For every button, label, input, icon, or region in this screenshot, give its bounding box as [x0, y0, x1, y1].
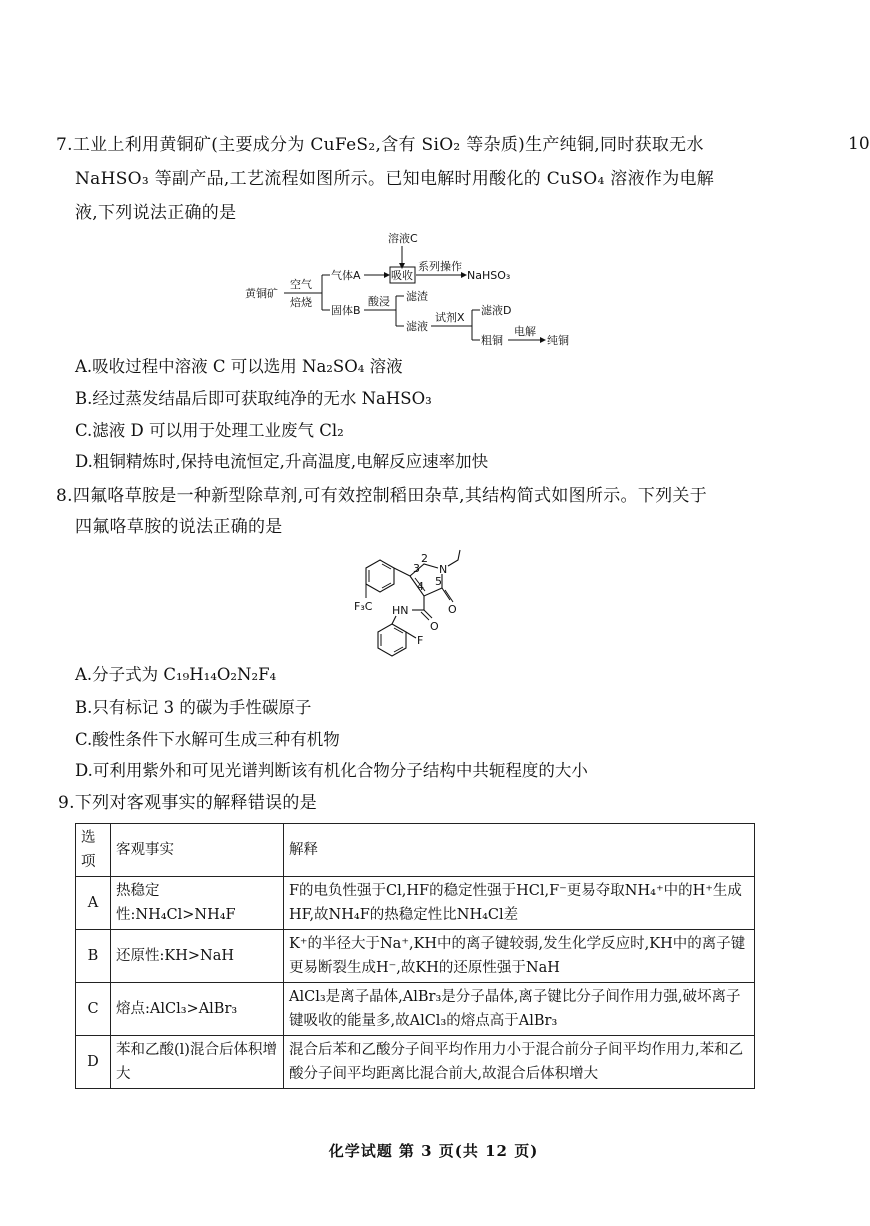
label-o-amide: O: [430, 620, 439, 633]
flow-ore: 黄铜矿: [245, 287, 278, 300]
flow-pure-cu: 纯铜: [547, 334, 569, 347]
q8-option-c: C.酸性条件下水解可生成三种有机物: [75, 730, 340, 749]
ring-bottom-double-3: [394, 647, 403, 652]
table-row: [76, 983, 755, 1036]
bond-aryl-f: [406, 632, 416, 638]
benzene-ring-bottom: [378, 624, 406, 656]
row-explanation: K⁺的半径大于Na⁺,KH中的离子键较弱,发生化学反应时,KH中的离子键更易断裂生成H⁻,故KH的还原性强于NaH: [284, 930, 755, 983]
bond-n-aryl: [392, 616, 396, 624]
table-row: [76, 877, 755, 930]
label-c4: 4: [417, 580, 424, 593]
row-fact: 苯和乙酸(l)混合后体积增大: [111, 1036, 284, 1089]
label-f: F: [417, 634, 424, 647]
q7-option-c: C.滤液 D 可以用于处理工业废气 Cl₂: [75, 421, 344, 440]
flow-acid-leach: 酸浸: [368, 295, 390, 308]
q9-table-header: [76, 824, 755, 877]
ring-bottom-double-2: [394, 628, 403, 633]
row-fact: 还原性:KH>NaH: [111, 930, 284, 983]
flow-roast: 焙烧: [290, 296, 312, 309]
q8-stem-line-2: 四氟咯草胺的说法正确的是: [75, 517, 283, 537]
q7-option-d: D.粗铜精炼时,保持电流恒定,升高温度,电解反应速率加快: [75, 452, 489, 471]
flow-series-ops: 系列操作: [418, 260, 462, 273]
label-c2: 2: [421, 552, 428, 565]
row-option: A: [76, 877, 111, 930]
row-option: D: [76, 1036, 111, 1089]
flow-reagent-x: 试剂X: [435, 311, 465, 324]
flow-crude-cu: 粗铜: [481, 334, 503, 347]
q7-stem-line-3: 液,下列说法正确的是: [75, 203, 237, 223]
header-option: 选项: [76, 824, 111, 877]
process-flow-diagram: [240, 228, 580, 350]
q7-option-a: A.吸收过程中溶液 C 可以选用 Na₂SO₄ 溶液: [75, 357, 403, 376]
label-c3: 3: [413, 562, 420, 575]
flow-nahso3: NaHSO₃: [467, 269, 511, 282]
row-fact: 熔点:AlCl₃>AlBr₃: [111, 983, 284, 1036]
label-n-ring: N: [439, 563, 448, 576]
row-explanation: AlCl₃是离子晶体,AlBr₃是分子晶体,离子键比分子间作用力强,破坏离子键吸收的能量多,故AlCl₃的熔点高于AlBr₃: [284, 983, 755, 1036]
label-o-ketone: O: [448, 603, 457, 616]
flow-residue: 滤渣: [406, 290, 428, 303]
header-fact: 客观事实: [111, 824, 284, 877]
flow-gas-a: 气体A: [331, 269, 361, 282]
label-cf3: F₃C: [354, 600, 373, 613]
q8-option-b: B.只有标记 3 的碳为手性碳原子: [75, 698, 312, 717]
row-fact: 热稳定性:NH₄Cl>NH₄F: [111, 877, 284, 930]
header-explanation: 解释: [284, 824, 755, 877]
table-row: [76, 1036, 755, 1089]
q7-stem-line-1: 7.工业上利用黄铜矿(主要成分为 CuFeS₂,含有 SiO₂ 等杂质)生产纯铜,同时获取无水: [56, 135, 704, 155]
table-row: [76, 930, 755, 983]
bond-c5-o-double: [445, 590, 453, 602]
benzene-ring-top: [366, 560, 394, 592]
bond-c5-o: [442, 588, 450, 600]
bond-n-methyl: [448, 550, 460, 566]
page-edge-number: 10: [848, 134, 870, 154]
q9-stem: 9.下列对客观事实的解释错误的是: [58, 793, 318, 813]
flow-electrolysis: 电解: [514, 325, 536, 338]
label-c5: 5: [435, 575, 442, 588]
label-nh: HN: [392, 604, 409, 617]
q8-option-a: A.分子式为 C₁₉H₁₄O₂N₂F₄: [75, 665, 277, 684]
flow-filtrate: 滤液: [406, 320, 428, 333]
q7-stem-line-2: NaHSO₃ 等副产品,工艺流程如图所示。已知电解时用酸化的 CuSO₄ 溶液作为电解: [75, 169, 715, 189]
row-option: B: [76, 930, 111, 983]
bond-aryl-c3: [394, 568, 410, 576]
molecule-structure: [350, 538, 485, 663]
q8-stem-line-1: 8.四氟咯草胺是一种新型除草剂,可有效控制稻田杂草,其结构简式如图所示。下列关于: [56, 486, 708, 506]
flow-arrowhead-gas: [384, 272, 390, 278]
q8-option-d: D.可利用紫外和可见光谱判断该有机化合物分子结构中共轭程度的大小: [75, 761, 588, 780]
row-explanation: F的电负性强于Cl,HF的稳定性强于HCl,F⁻更易夺取NH₄⁺中的H⁺生成HF,故NH₄F的热稳定性比NH₄Cl差: [284, 877, 755, 930]
q9-table: [75, 823, 755, 1089]
ring-top-double-3: [382, 583, 391, 588]
ring-top-double-2: [382, 564, 391, 569]
flow-absorb: 吸收: [391, 269, 413, 282]
page-footer: 化学试题 第 3 页(共 12 页): [328, 1142, 539, 1160]
flow-solid-b: 固体B: [331, 304, 361, 317]
row-option: C: [76, 983, 111, 1036]
flow-air: 空气: [290, 278, 312, 291]
flow-solution-c: 溶液C: [388, 232, 418, 245]
row-explanation: 混合后苯和乙酸分子间平均作用力小于混合前分子间平均作用力,苯和乙酸分子间平均距离比混合前大,故混合后体积增大: [284, 1036, 755, 1089]
flow-arrowhead-electrolysis: [540, 337, 546, 343]
q7-option-b: B.经过蒸发结晶后即可获取纯净的无水 NaHSO₃: [75, 389, 432, 408]
flow-filtrate-d: 滤液D: [481, 304, 512, 317]
